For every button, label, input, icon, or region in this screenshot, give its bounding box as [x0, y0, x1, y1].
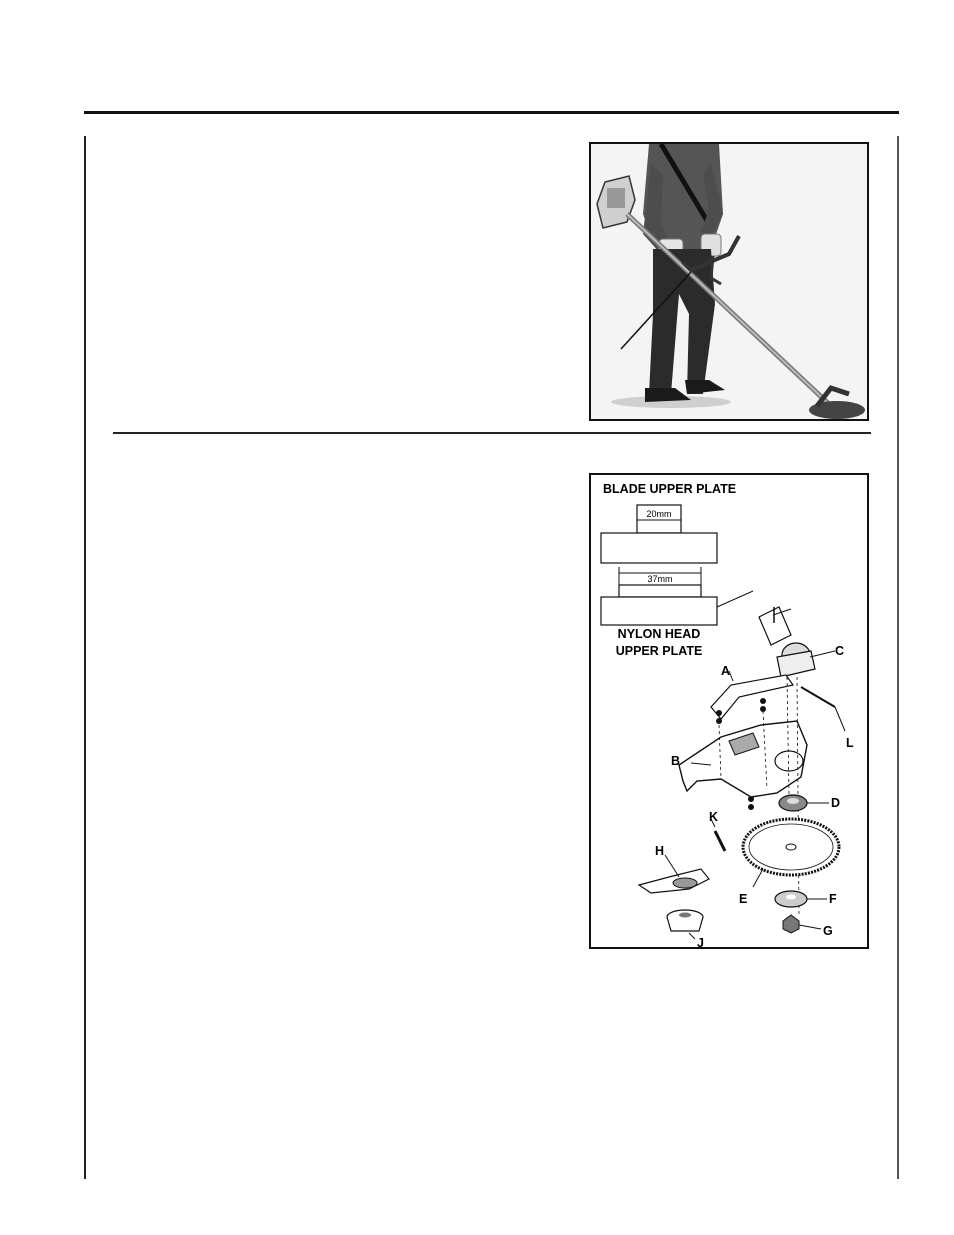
blade-upper-plate-title: BLADE UPPER PLATE: [603, 482, 737, 496]
gearbox-assembly: [759, 607, 835, 677]
nut-g: [783, 915, 799, 933]
label-h: H: [655, 844, 665, 858]
nylon-head-title-line1: NYLON HEAD: [617, 627, 701, 641]
label-c: C: [835, 644, 845, 658]
label-b: B: [671, 754, 681, 768]
label-e: E: [739, 892, 748, 906]
bracket-a: [711, 675, 793, 719]
label-f: F: [829, 892, 837, 906]
operator-photo: [589, 142, 869, 421]
exploded-view-drawing: [591, 475, 867, 947]
label-a: A: [721, 664, 731, 678]
right-margin-line: [897, 136, 899, 1179]
label-j: J: [697, 936, 704, 947]
label-l: L: [846, 736, 854, 750]
header-rule: [84, 111, 899, 114]
left-margin-line: [84, 136, 86, 1179]
label-d: D: [831, 796, 841, 810]
section-divider: [113, 432, 871, 434]
pin-k: [715, 831, 725, 851]
blade-assembly-diagram: [589, 473, 869, 949]
blade-dimension-label: 20mm: [646, 509, 672, 519]
label-k: K: [709, 810, 719, 824]
label-g: G: [823, 924, 833, 938]
blade-plate-base: [601, 533, 717, 563]
nylon-head-title-line2: UPPER PLATE: [615, 644, 703, 658]
nylon-plate-base: [601, 597, 717, 625]
nylon-plate-top: [619, 585, 701, 597]
operator-illustration: [591, 144, 867, 419]
nylon-dimension-label: 37mm: [647, 574, 673, 584]
